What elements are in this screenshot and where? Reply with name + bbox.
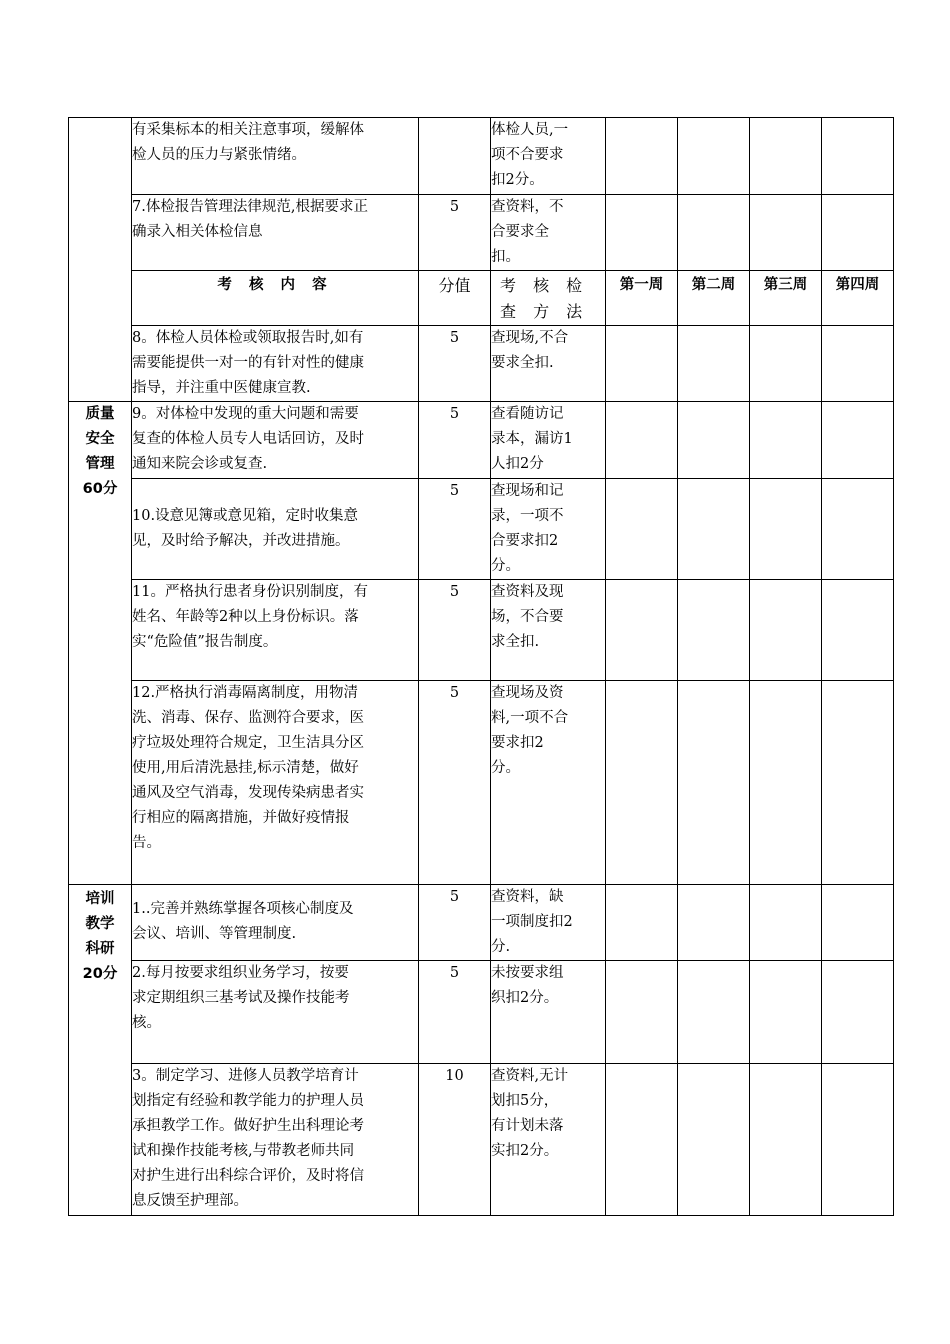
week2-cell <box>678 118 750 195</box>
method-cell: 查资料,无计 划扣5分， 有计划未落 实扣2分。 <box>491 1064 606 1216</box>
content-cell: 2.每月按要求组织业务学习，按要 求定期组织三基考试及操作技能考 核。 <box>132 961 419 1064</box>
week2-cell <box>678 326 750 402</box>
score-cell: 5 <box>419 195 491 271</box>
table-row <box>69 118 894 195</box>
method-cell: 查资料，不 合要求全 扣。 <box>491 195 606 271</box>
header-week2: 第二周 <box>678 271 750 326</box>
week4-cell <box>822 580 894 681</box>
method-cell: 查现场,不合 要求全扣. <box>491 326 606 402</box>
week3-cell <box>750 479 822 580</box>
assessment-table <box>68 117 894 1216</box>
week1-cell <box>606 681 678 885</box>
week1-cell <box>606 479 678 580</box>
content-cell: 3。制定学习、进修人员教学培育计 划指定有经验和教学能力的护理人员 承担教学工作。做好护生出科理论考 试和操作技能考核,与带教老师共同 对护生进行出科综合评价，及时将信 息反馈至护理部。 <box>132 1064 419 1216</box>
method-cell: 查资料及现 场，不合要 求全扣. <box>491 580 606 681</box>
table-row <box>69 580 894 681</box>
week3-cell <box>750 681 822 885</box>
score-cell: 5 <box>419 402 491 479</box>
score-cell: 5 <box>419 681 491 885</box>
week1-cell <box>606 118 678 195</box>
week2-cell <box>678 580 750 681</box>
week4-cell <box>822 885 894 961</box>
header-week1: 第一周 <box>606 271 678 326</box>
week4-cell <box>822 1064 894 1216</box>
week2-cell <box>678 1064 750 1216</box>
score-cell: 5 <box>419 326 491 402</box>
week2-cell <box>678 402 750 479</box>
content-cell: 8。体检人员体检或领取报告时,如有 需要能提供一对一的有针对性的健康 指导，并注重中医健康宣教. <box>132 326 419 402</box>
table-row <box>69 402 894 479</box>
week4-cell <box>822 961 894 1064</box>
score-cell: 5 <box>419 580 491 681</box>
method-cell: 查现场及资 料,一项不合 要求扣2 分。 <box>491 681 606 885</box>
table-row <box>69 195 894 271</box>
week2-cell <box>678 479 750 580</box>
week1-cell <box>606 961 678 1064</box>
week3-cell <box>750 326 822 402</box>
method-cell: 未按要求组 织扣2分。 <box>491 961 606 1064</box>
header-content: 考 核 内 容 <box>132 271 419 326</box>
week3-cell <box>750 118 822 195</box>
table-row <box>69 681 894 885</box>
week1-cell <box>606 402 678 479</box>
header-method: 考 核 检 查 方 法 <box>491 271 606 326</box>
method-cell: 查现场和记 录，一项不 合要求扣2 分。 <box>491 479 606 580</box>
week3-cell <box>750 961 822 1064</box>
week4-cell <box>822 402 894 479</box>
content-cell: 9。对体检中发现的重大问题和需要 复查的体检人员专人电话回访，及时 通知来院会诊或复查. <box>132 402 419 479</box>
content-cell: 11。严格执行患者身份识别制度，有 姓名、年龄等2种以上身份标识。落 实“危险值”报告制度。 <box>132 580 419 681</box>
content-cell: 有采集标本的相关注意事项，缓解体 检人员的压力与紧张情绪。 <box>132 118 419 195</box>
table-row <box>69 479 894 580</box>
header-score: 分值 <box>419 271 491 326</box>
week3-cell <box>750 1064 822 1216</box>
table-row <box>69 885 894 961</box>
header-week4: 第四周 <box>822 271 894 326</box>
week3-cell <box>750 580 822 681</box>
score-cell: 10 <box>419 1064 491 1216</box>
score-cell: 5 <box>419 479 491 580</box>
category-cell-empty <box>69 118 132 402</box>
week3-cell <box>750 195 822 271</box>
week1-cell <box>606 580 678 681</box>
table-row <box>69 961 894 1064</box>
week2-cell <box>678 681 750 885</box>
method-cell: 查资料，缺 一项制度扣2 分. <box>491 885 606 961</box>
week4-cell <box>822 326 894 402</box>
week1-cell <box>606 1064 678 1216</box>
score-cell: 5 <box>419 885 491 961</box>
week4-cell <box>822 681 894 885</box>
week3-cell <box>750 402 822 479</box>
week4-cell <box>822 195 894 271</box>
week4-cell <box>822 479 894 580</box>
week1-cell <box>606 326 678 402</box>
content-cell: 1..完善并熟练掌握各项核心制度及 会议、培训、等管理制度. <box>132 885 419 961</box>
week3-cell <box>750 885 822 961</box>
week4-cell <box>822 118 894 195</box>
category-quality: 质量 安全 管理 60分 <box>69 402 132 885</box>
method-cell: 查看随访记 录本，漏访1 人扣2分 <box>491 402 606 479</box>
week2-cell <box>678 961 750 1064</box>
category-training: 培训 教学 科研 20分 <box>69 885 132 1216</box>
method-cell: 体检人员,一 项不合要求 扣2分。 <box>491 118 606 195</box>
content-cell: 10.设意见簿或意见箱，定时收集意 见，及时给予解决，并改进措施。 <box>132 479 419 580</box>
header-row <box>69 271 894 326</box>
score-cell <box>419 118 491 195</box>
content-cell: 12.严格执行消毒隔离制度，用物清 洗、消毒、保存、监测符合要求，医 疗垃圾处理符合规定，卫生洁具分区 使用,用后清洗悬挂,标示清楚，做好 通风及空气消毒，发现传染病患者实 行相应的隔离措施，并做好疫情报 告。 <box>132 681 419 885</box>
week2-cell <box>678 195 750 271</box>
content-cell: 7.体检报告管理法律规范,根据要求正 确录入相关体检信息 <box>132 195 419 271</box>
header-week3: 第三周 <box>750 271 822 326</box>
week1-cell <box>606 195 678 271</box>
score-cell: 5 <box>419 961 491 1064</box>
week2-cell <box>678 885 750 961</box>
table-row <box>69 1064 894 1216</box>
table-row <box>69 326 894 402</box>
week1-cell <box>606 885 678 961</box>
